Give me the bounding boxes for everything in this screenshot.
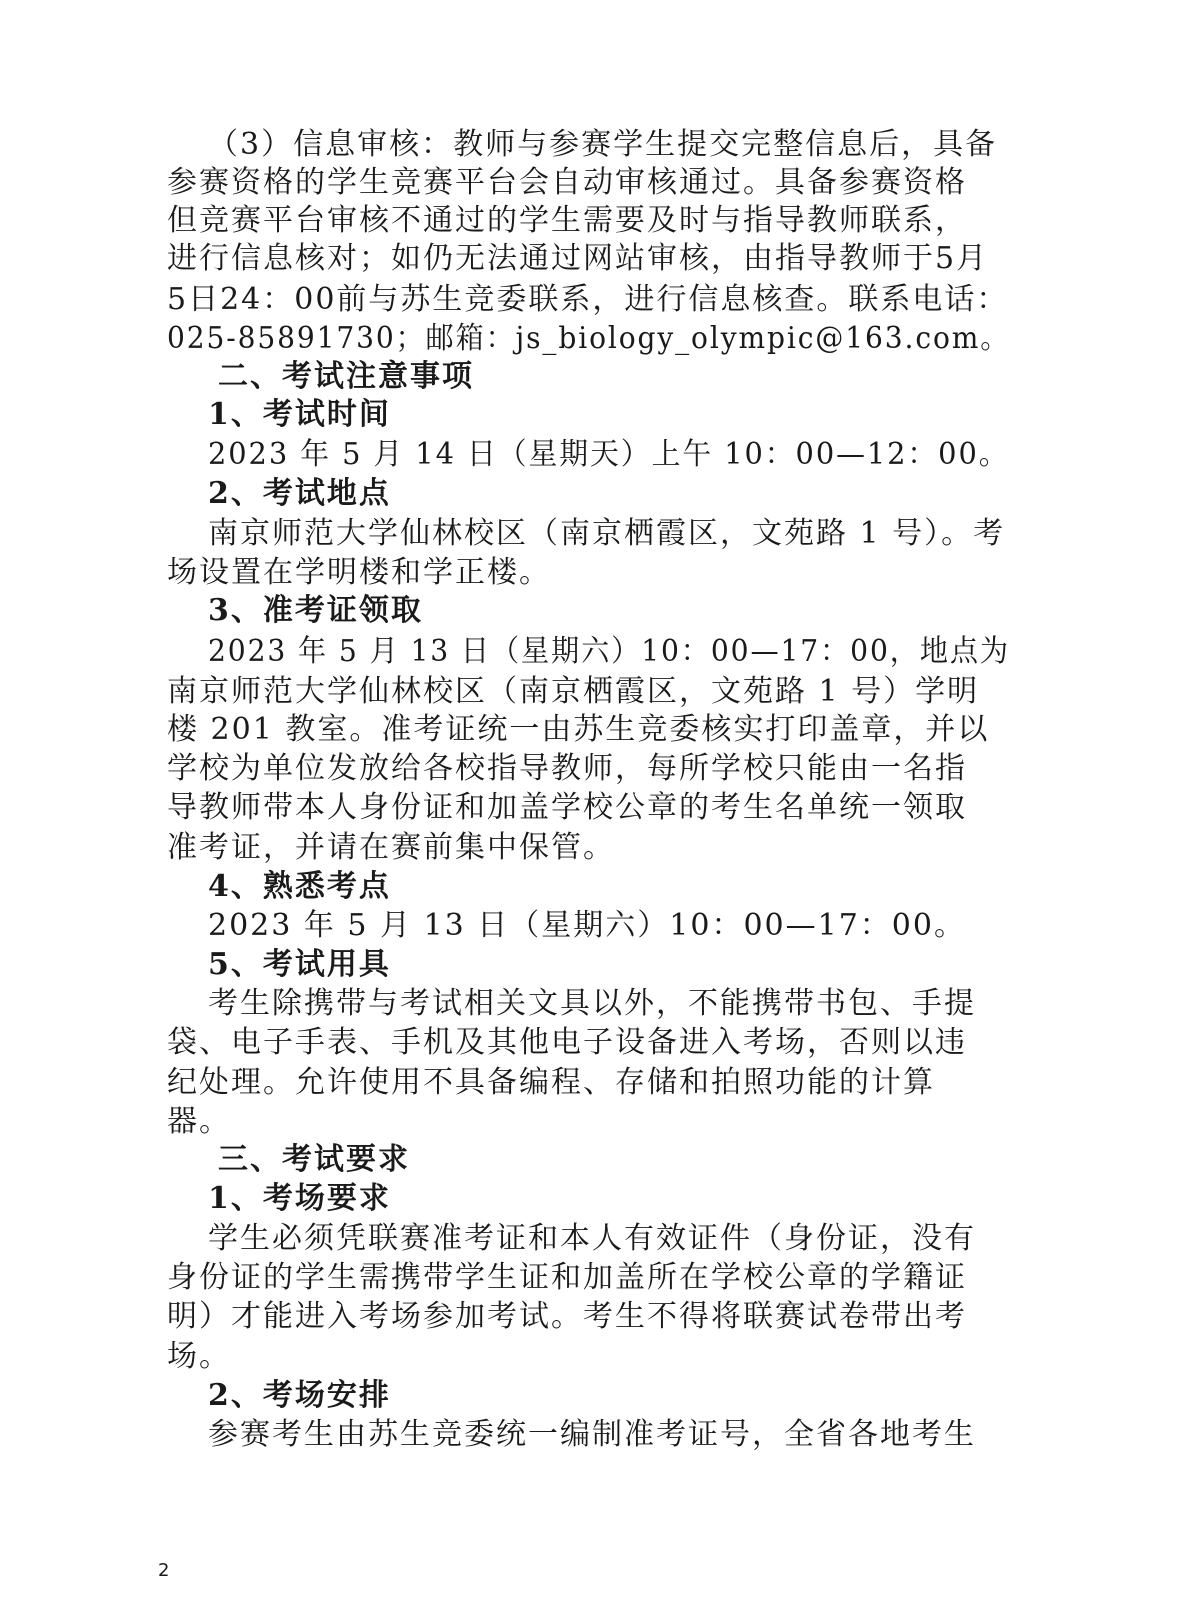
para-line: 学校为单位发放给各校指导教师，每所学校只能由一名指 — [167, 751, 967, 786]
para-line: 南京师范大学仙林校区（南京栖霞区，文苑路 1 号）。考 — [208, 516, 1006, 551]
para-line: 身份证的学生需携带学生证和加盖所在学校公章的学籍证 — [167, 1260, 967, 1295]
para-line: 器。 — [167, 1104, 231, 1139]
para-line: 导教师带本人身份证和加盖学校公章的考生名单统一领取 — [167, 790, 967, 825]
para-line: 学生必须凭联赛准考证和本人有效证件（身份证，没有 — [208, 1221, 976, 1256]
para-line: 参赛资格的学生竞赛平台会自动审核通过。具备参赛资格 — [167, 165, 967, 200]
para-line: 025-85891730；邮箱：js_biology_olympic@163.com。 — [167, 321, 1011, 356]
para-line: 南京师范大学仙林校区（南京栖霞区，文苑路 1 号）学明 — [167, 674, 980, 709]
subsection-heading: 2、考试地点 — [208, 476, 391, 511]
para-line: 2023 年 5 月 14 日（星期天）上午 10：00—12：00。 — [208, 437, 1010, 472]
page-number: 2 — [158, 1560, 170, 1581]
para-line: 袋、电子手表、手机及其他电子设备进入考场，否则以违 — [167, 1025, 967, 1060]
para-line: 纪处理。允许使用不具备编程、存储和拍照功能的计算 — [167, 1065, 935, 1100]
para-line: 5日24：00前与苏生竞委联系，进行信息核查。联系电话： — [167, 282, 1009, 317]
para-line: 场。 — [167, 1339, 231, 1374]
subsection-heading: 3、准考证领取 — [208, 593, 423, 628]
subsection-heading: 4、熟悉考点 — [208, 869, 391, 904]
para-line: 楼 201 教室。准考证统一由苏生竞委核实打印盖章，并以 — [167, 712, 990, 747]
section-heading: 二、考试注意事项 — [218, 359, 474, 394]
para-line: 2023 年 5 月 13 日（星期六）10：00—17：00。 — [208, 908, 966, 943]
subsection-heading: 2、考场安排 — [208, 1378, 391, 1413]
para-line: 2023 年 5 月 13 日（星期六）10：00—17：00，地点为 — [208, 634, 1010, 669]
para-line: 考生除携带与考试相关文具以外，不能携带书包、手提 — [208, 986, 976, 1021]
subsection-heading: 5、考试用具 — [208, 947, 391, 982]
para-line: （3）信息审核：教师与参赛学生提交完整信息后，具备 — [208, 127, 998, 162]
para-line: 参赛考生由苏生竞委统一编制准考证号，全省各地考生 — [208, 1417, 976, 1452]
section-heading: 三、考试要求 — [218, 1142, 410, 1177]
subsection-heading: 1、考场要求 — [208, 1181, 391, 1216]
subsection-heading: 1、考试时间 — [208, 397, 391, 432]
para-line: 但竞赛平台审核不通过的学生需要及时与指导教师联系， — [167, 203, 967, 238]
para-line: 进行信息核对；如仍无法通过网站审核，由指导教师于5月 — [167, 241, 989, 276]
para-line: 明）才能进入考场参加考试。考生不得将联赛试卷带出考 — [167, 1299, 967, 1334]
para-line: 场设置在学明楼和学正楼。 — [167, 555, 551, 590]
para-line: 准考证，并请在赛前集中保管。 — [167, 830, 615, 865]
